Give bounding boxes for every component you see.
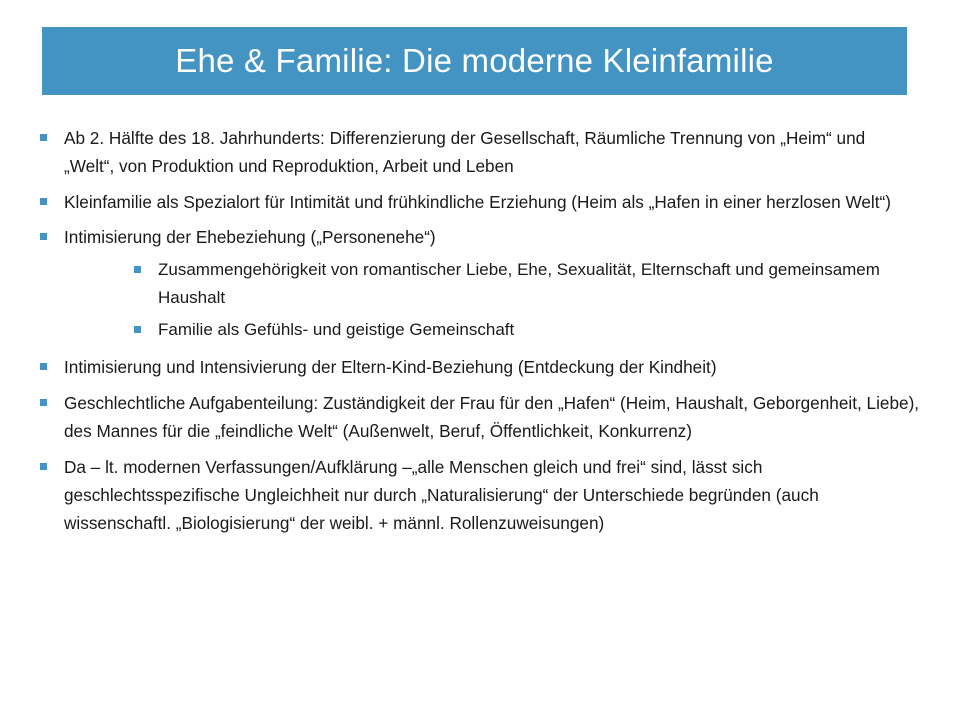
- sub-bullet-item: [134, 256, 920, 312]
- bullet-text: Kleinfamilie als Spezialort für Intimität und frühkindliche Erziehung (Heim als „Hafen in einer herzlosen Welt“): [64, 192, 891, 212]
- bullet-item: [40, 188, 920, 216]
- bullet-text: Intimisierung und Intensivierung der Eltern-Kind-Beziehung (Entdeckung der Kindheit): [64, 357, 717, 377]
- square-bullet-icon: [40, 233, 47, 240]
- slide-title: Ehe & Familie: Die moderne Kleinfamilie: [175, 42, 774, 79]
- square-bullet-icon: [40, 198, 47, 205]
- square-bullet-icon: [40, 399, 47, 406]
- title-banner: [42, 27, 907, 95]
- bullet-item: [40, 453, 920, 537]
- bullet-list: [40, 124, 920, 537]
- bullet-item: [40, 223, 920, 251]
- bullet-text: Familie als Gefühls- und geistige Gemeinschaft: [158, 320, 515, 339]
- square-bullet-icon: [40, 463, 47, 470]
- bullet-text: Intimisierung der Ehebeziehung („Personenehe“): [64, 227, 436, 247]
- bullet-text: Da – lt. modernen Verfassungen/Aufklärung –„alle Menschen gleich und frei“ sind, lässt sich geschlechtsspezifische Ungleichheit nur durch „Naturalisierung“ der Unterschiede begründen (auch wissenschaftl. „Biologisierung“ der weibl. + männl. Rollenzuweisungen): [64, 457, 819, 533]
- bullet-item: [40, 124, 920, 180]
- bullet-item: [40, 389, 920, 445]
- square-bullet-icon: [134, 326, 141, 333]
- square-bullet-icon: [40, 363, 47, 370]
- bullet-text: Zusammengehörigkeit von romantischer Liebe, Ehe, Sexualität, Elternschaft und gemeinsamem Haushalt: [158, 260, 880, 307]
- sub-bullet-item: [134, 316, 920, 344]
- bullet-text: Ab 2. Hälfte des 18. Jahrhunderts: Differenzierung der Gesellschaft, Räumliche Trennung von „Heim“ und „Welt“, von Produktion und Reproduktion, Arbeit und Leben: [64, 128, 866, 176]
- square-bullet-icon: [134, 266, 141, 273]
- bullet-text: Geschlechtliche Aufgabenteilung: Zuständigkeit der Frau für den „Hafen“ (Heim, Haushalt, Geborgenheit, Liebe), des Mannes für die „feindliche Welt“ (Außenwelt, Beruf, Öffentlichkeit, Konkurrenz): [64, 393, 920, 441]
- bullet-item: [40, 353, 920, 381]
- square-bullet-icon: [40, 134, 47, 141]
